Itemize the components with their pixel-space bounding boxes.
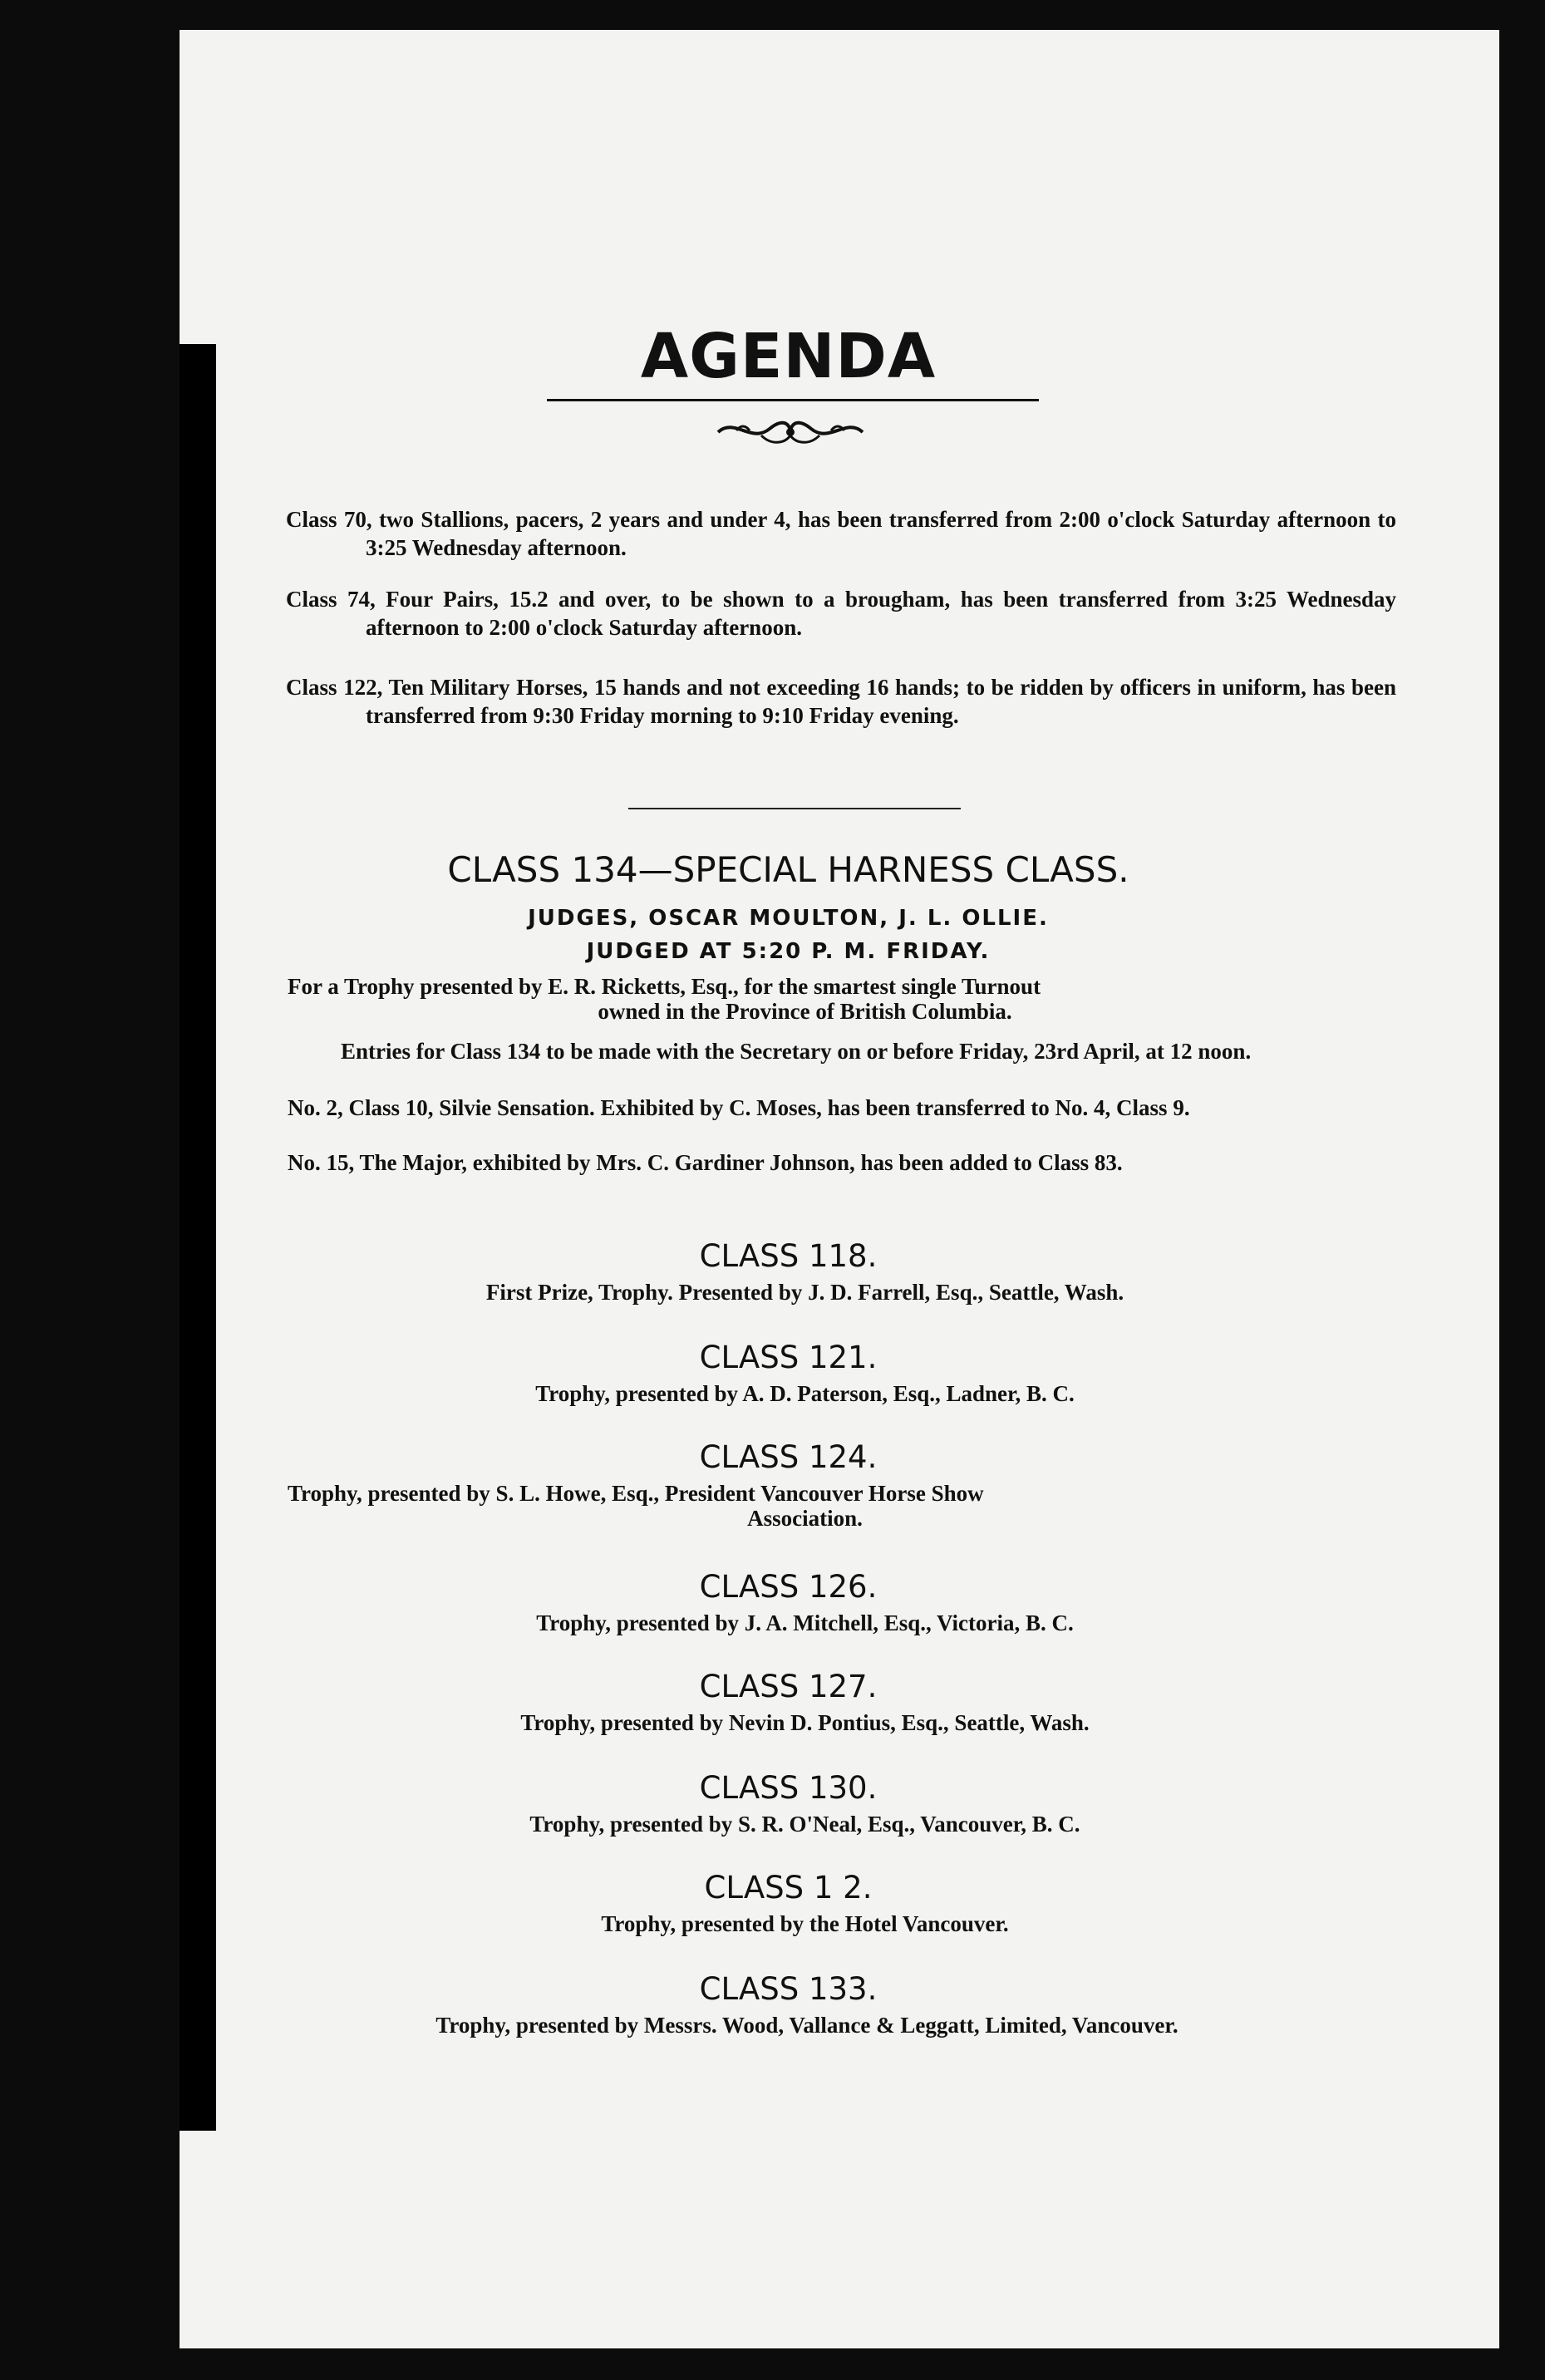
class-127-heading: CLASS 127. [699, 1669, 878, 1704]
class-132-text: Trophy, presented by the Hotel Vancouver. [601, 1911, 1009, 1936]
judged-at-line: JUDGED AT 5:20 P. M. FRIDAY. [586, 939, 991, 964]
class-121-text: Trophy, presented by A. D. Paterson, Esq., Ladner, B. C. [535, 1381, 1075, 1406]
class-127-text: Trophy, presented by Nevin D. Pontius, Esq., Seattle, Wash. [520, 1710, 1090, 1735]
class-133-text: Trophy, presented by Messrs. Wood, Vallance & Leggatt, Limited, Vancouver. [435, 2013, 1178, 2038]
judges-line: JUDGES, OSCAR MOULTON, J. L. OLLIE. [528, 906, 1049, 931]
section-divider [628, 808, 961, 809]
class-118-heading: CLASS 118. [699, 1238, 878, 1274]
trophy-main: For a Trophy presented by E. R. Ricketts, Esq., for the smartest single Turnout [288, 974, 1041, 999]
class-126-heading: CLASS 126. [699, 1569, 878, 1605]
class-130-text: Trophy, presented by S. R. O'Neal, Esq., Vancouver, B. C. [529, 1812, 1080, 1837]
agenda-item-class-122: Class 122, Ten Military Horses, 15 hands and not exceeding 16 hands; to be ridden by officers in uniform, has been transferred from 9:30 Friday morning to 9:10 Friday evening. [286, 675, 1396, 728]
class-124-text [288, 1481, 1322, 1531]
class-124-text-cont: Association. [747, 1506, 863, 1531]
special-class-heading: CLASS 134—SPECIAL HARNESS CLASS. [447, 849, 1129, 890]
trophy-paragraph [288, 974, 1322, 1024]
class-121-heading: CLASS 121. [699, 1340, 878, 1375]
ornament-icon [711, 407, 869, 454]
class-124-text-main: Trophy, presented by S. L. Howe, Esq., President Vancouver Horse Show [288, 1481, 984, 1506]
class-118-text: First Prize, Trophy. Presented by J. D. Farrell, Esq., Seattle, Wash. [485, 1280, 1124, 1305]
note-class-10: No. 2, Class 10, Silvie Sensation. Exhibited by C. Moses, has been transferred to No. 4, Class 9. [288, 1095, 1190, 1120]
class-133-heading: CLASS 133. [699, 1971, 878, 2007]
class-130-heading: CLASS 130. [699, 1770, 878, 1806]
agenda-item-class-74: Class 74, Four Pairs, 15.2 and over, to be shown to a brougham, has been transferred from 3:25 Wednesday afternoon to 2:00 o'clock Saturday afternoon. [286, 587, 1396, 640]
class-124-heading: CLASS 124. [699, 1439, 878, 1475]
page-title: AGENDA [640, 321, 937, 392]
note-class-83: No. 15, The Major, exhibited by Mrs. C. Gardiner Johnson, has been added to Class 83. [288, 1150, 1123, 1175]
class-126-text: Trophy, presented by J. A. Mitchell, Esq., Victoria, B. C. [536, 1610, 1074, 1635]
class-132-heading: CLASS 1 2. [704, 1870, 873, 1905]
trophy-cont: owned in the Province of British Columbia. [598, 999, 1012, 1024]
agenda-item-class-70: Class 70, two Stallions, pacers, 2 years and under 4, has been transferred from 2:00 o'clock Saturday afternoon to 3:25 Wednesday afternoon. [286, 507, 1396, 560]
document-page [180, 30, 1499, 2348]
page-content [180, 30, 1499, 2348]
title-rule [547, 399, 1039, 401]
entries-paragraph: Entries for Class 134 to be made with the Secretary on or before Friday, 23rd April, at 12 noon. [341, 1039, 1252, 1064]
